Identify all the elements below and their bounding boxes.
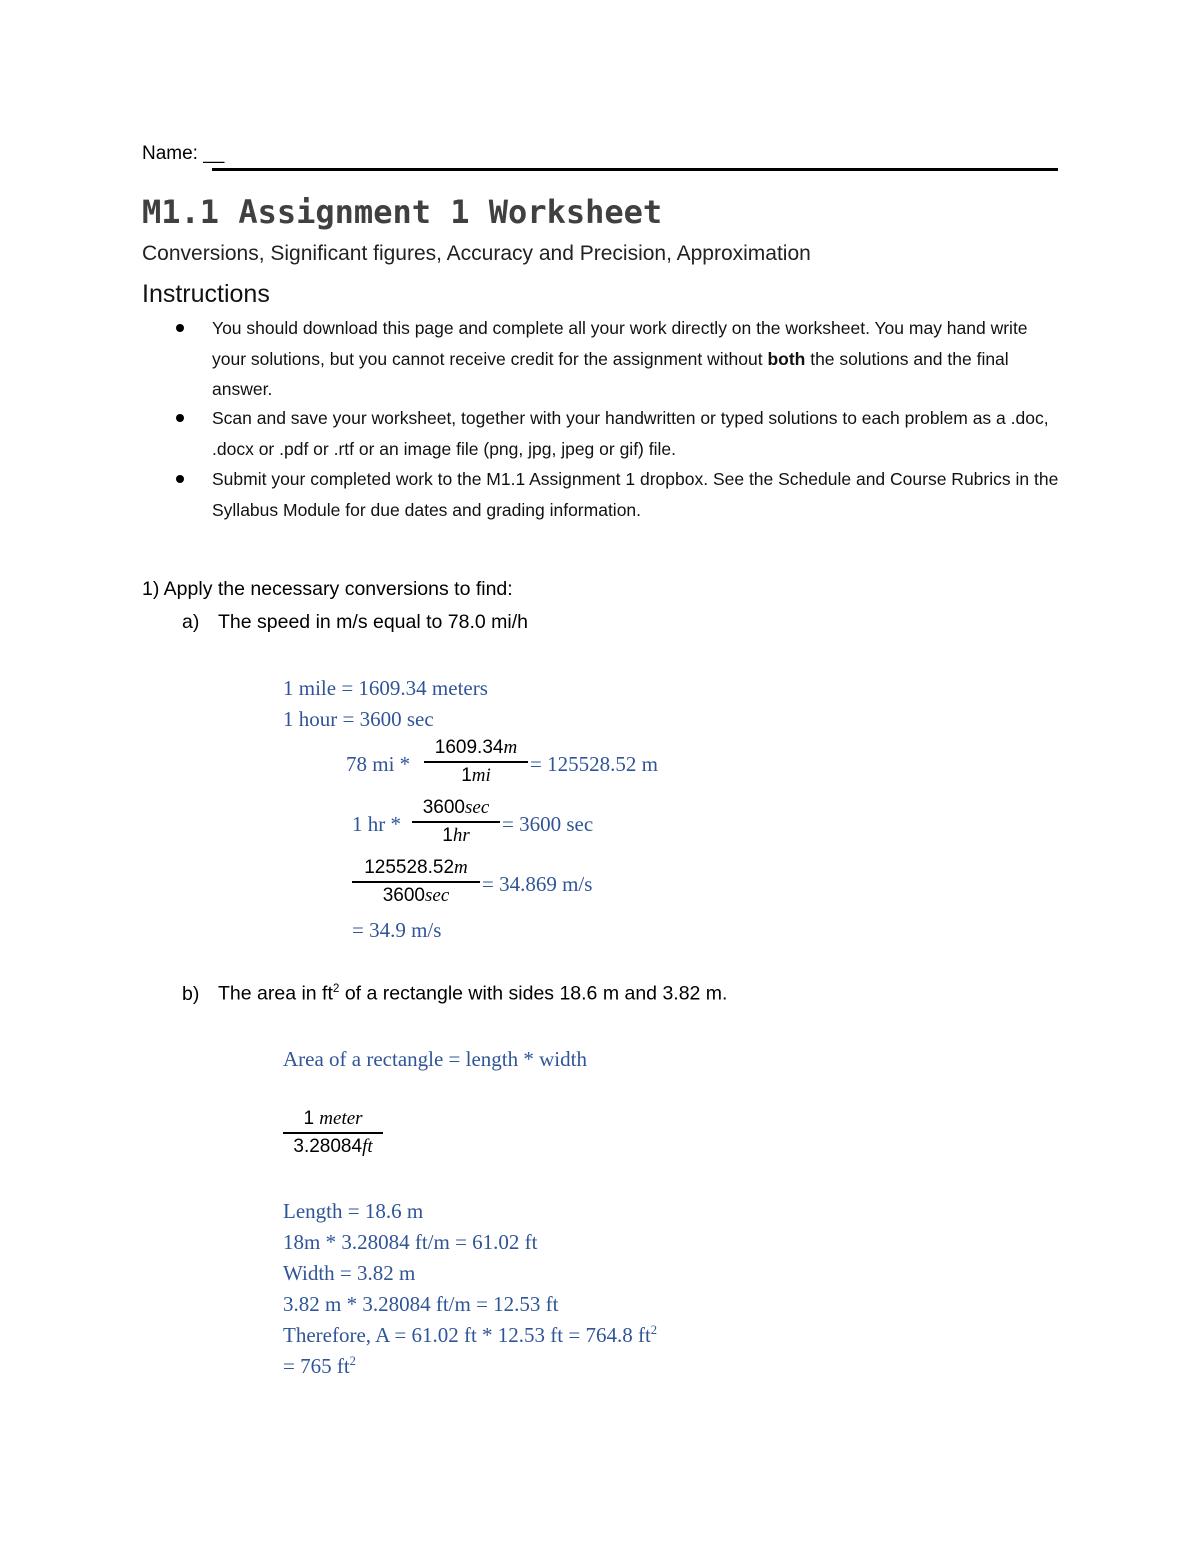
work-b-line2: 18m * 3.28084 ft/m = 61.02 ft	[283, 1230, 538, 1254]
page-subtitle: Conversions, Significant figures, Accuracy and Precision, Approximation	[142, 242, 811, 265]
question-1a-text: The speed in m/s equal to 78.0 mi/h	[218, 611, 529, 633]
eq2-num-unit: sec	[465, 797, 490, 818]
work-a-line2: 1 hour = 3600 sec	[283, 707, 434, 731]
work-b-line5-text: Therefore, A = 61.02 ft * 12.53 ft = 764.8 ft	[283, 1323, 651, 1347]
question-1a-label: a)	[182, 611, 200, 633]
b-den-value: 3.28084	[293, 1136, 363, 1157]
eq2-den-unit: hr	[452, 825, 470, 846]
question-1b-text: The area in ft	[218, 982, 333, 1005]
b-num-value: 1	[303, 1108, 315, 1129]
bullet-icon	[176, 324, 184, 332]
eq1-den-value: 1	[461, 765, 472, 786]
instruction-item-1	[212, 313, 1062, 405]
question-1b	[182, 982, 727, 1006]
instruction-item-1-bold: both	[767, 348, 806, 369]
work-b-fraction	[283, 1108, 383, 1158]
instruction-item-3	[212, 464, 1062, 525]
instruction-item-2	[212, 403, 1062, 464]
work-b-line6-text: = 765 ft	[283, 1354, 350, 1378]
work-b-line5-sup: 2	[650, 1323, 658, 1337]
question-1b-sup: 2	[332, 982, 340, 995]
instruction-item-1-text: You should download this page and complete all your work directly on the worksheet. You may hand write your solutions, but you cannot receive credit for the assignment without	[212, 318, 1028, 369]
name-underline	[212, 168, 1058, 171]
work-a-eq2-left: 1 hr *	[352, 812, 401, 836]
instruction-item-3-text: Submit your completed work to the M1.1 Assignment 1 dropbox. See the Schedule and Course Rubrics in the Syllabus Module for due dates and grading information.	[212, 469, 1059, 520]
eq2-num-value: 3600	[422, 797, 465, 818]
b-num-unit: meter	[319, 1108, 363, 1129]
work-a-final: = 34.9 m/s	[352, 918, 442, 942]
question-1b-label: b)	[182, 982, 200, 1005]
instructions-heading: Instructions	[142, 280, 270, 308]
eq2-den-value: 1	[442, 825, 453, 846]
work-b-line6-sup: 2	[349, 1354, 356, 1368]
b-den-unit: ft	[362, 1136, 373, 1157]
work-b-line3: Width = 3.82 m	[283, 1261, 416, 1285]
eq1-num-unit: m	[503, 737, 518, 758]
work-a-line1: 1 mile = 1609.34 meters	[283, 676, 488, 700]
work-a-eq1-right: = 125528.52 m	[530, 752, 658, 776]
instruction-item-1-tail: the solutions and the final answer.	[212, 348, 1009, 399]
question-1a	[182, 611, 528, 634]
work-a-eq2-fraction	[412, 797, 500, 847]
instruction-item-2-text: Scan and save your worksheet, together with your handwritten or typed solutions to each problem as a .doc, .docx or .pdf or .rtf or an image file (png, jpg, jpeg or gif) file.	[212, 408, 1049, 459]
question-1-prompt: 1) Apply the necessary conversions to find:	[142, 578, 513, 600]
work-b-line4: 3.82 m * 3.28084 ft/m = 12.53 ft	[283, 1292, 559, 1316]
eq1-num-value: 1609.34	[434, 737, 504, 758]
work-b-line1: Length = 18.6 m	[283, 1199, 424, 1223]
work-a-eq1-left: 78 mi *	[346, 752, 411, 776]
eq3-den-value: 3600	[382, 885, 425, 906]
question-1b-text-tail: of a rectangle with sides 18.6 m and 3.82 m.	[339, 982, 728, 1005]
work-a-eq1-fraction	[424, 737, 528, 787]
work-a-eq3-fraction	[352, 857, 480, 907]
eq1-den-unit: mi	[471, 765, 491, 786]
eq3-den-unit: sec	[425, 885, 450, 906]
bullet-icon	[176, 475, 184, 483]
work-a-eq3-right: = 34.869 m/s	[482, 872, 593, 896]
name-label: Name: __	[142, 143, 225, 164]
work-b-line6	[283, 1354, 356, 1379]
work-b-formula: Area of a rectangle = length * width	[283, 1047, 587, 1071]
work-b-line5	[283, 1323, 657, 1348]
work-a-eq2-right: = 3600 sec	[502, 812, 594, 836]
eq3-num-value: 125528.52	[364, 857, 455, 878]
bullet-icon	[176, 414, 184, 422]
page-title: M1.1 Assignment 1 Worksheet	[142, 193, 663, 231]
eq3-num-unit: m	[454, 857, 468, 878]
